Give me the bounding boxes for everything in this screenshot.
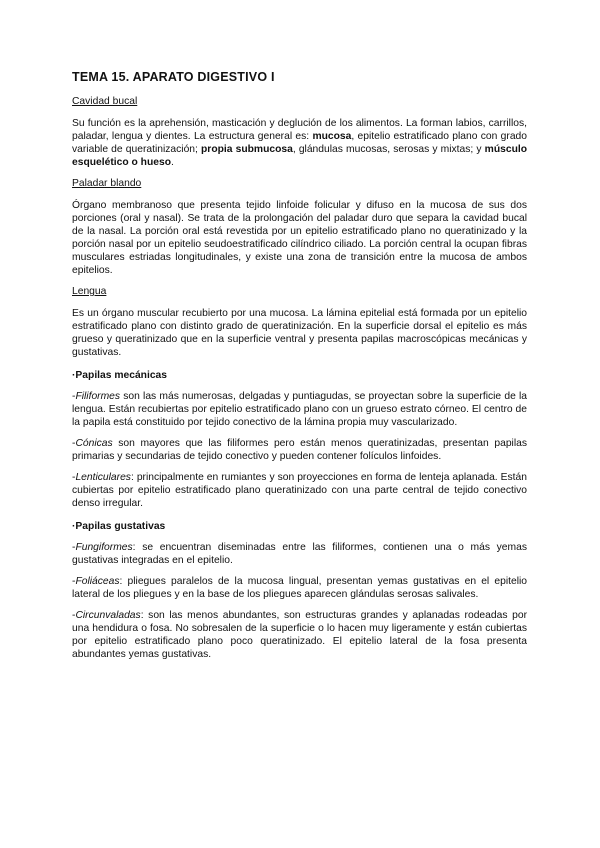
- term-filiformes: Filiformes: [75, 391, 121, 402]
- item-foliaceas: -Foliáceas: pliegues paralelos de la mucosa lingual, presentan yemas gustativas en el epitelio lateral de los pliegues y en la base de los pliegues aparecen glándulas serosas salivales.: [72, 576, 527, 600]
- term-mucosa: mucosa: [312, 131, 352, 142]
- term-propia-submucosa: propia submucosa: [201, 144, 293, 155]
- item-circunvaladas: -Circunvaladas: son las menos abundantes, son estructuras grandes y aplanadas rodeadas por una hendidura o fosa. No sobresalen de la superficie o lo hacen muy ligeramente y están cubiertas por epitelio estratificado plano poco queratinizado. El epitelio lateral de la fosa presenta abundantes yemas gustativas.: [72, 610, 527, 660]
- term-circunvaladas: Circunvaladas: [75, 610, 141, 621]
- paragraph-cavidad-bucal: Su función es la aprehensión, masticación y deglución de los alimentos. La forman labios, carrillos, paladar, lengua y dientes. La estructura general es: mucosa, epitelio estratificado plano con grado variable de queratinización; propia submucosa, glándulas mucosas, serosas y mixtas; y músculo esquelético o hueso.: [72, 118, 528, 168]
- item-conicas: -Cónicas son mayores que las filiformes pero están menos queratinizadas, presentan papilas primarias y secundarias de tejido conectivo y pueden contener folículos linfoides.: [72, 438, 527, 462]
- subheading-papilas-gustativas: ·Papilas gustativas: [72, 521, 166, 532]
- section-heading-lengua: Lengua: [72, 286, 107, 297]
- item-filiformes: -Filiformes son las más numerosas, delgadas y puntiagudas, se proyectan sobre la superficie de la lengua. Están recubiertas por epitelio estratificado plano con un grueso estrato córneo. El centro de la papila está constituido por tejido conectivo de la lámina propia muy vascularizado.: [72, 391, 527, 428]
- term-fungiformes: Fungiformes: [75, 542, 133, 553]
- subheading-papilas-mecanicas: ·Papilas mecánicas: [72, 370, 168, 381]
- page-title: TEMA 15. APARATO DIGESTIVO I: [72, 70, 275, 84]
- item-fungiformes: -Fungiformes: se encuentran diseminadas entre las filiformes, contienen una o más yemas gustativas integradas en el epitelio.: [72, 542, 527, 566]
- paragraph-paladar-blando: Órgano membranoso que presenta tejido linfoide folicular y difuso en la mucosa de sus dos porciones (oral y nasal). Se trata de la prolongación del paladar duro que separa la cavidad bucal de la nasal. La porción oral está revestida por un epitelio estratificado plano no queratinizado y la porción nasal por un epitelio seudoestratificado cilíndrico ciliado. La porción central la ocupan fibras musculares estriadas longitudinales, y existe una zona de transición entre la mucosa de ambos epitelios.: [72, 200, 527, 276]
- term-conicas: Cónicas: [75, 438, 113, 449]
- section-heading-cavidad-bucal: Cavidad bucal: [72, 96, 138, 107]
- term-musculo: músculo esquelético o hueso: [72, 144, 528, 168]
- paragraph-lengua: Es un órgano muscular recubierto por una mucosa. La lámina epitelial está formada por un epitelio estratificado plano con distinto grado de queratinización. En la superficie dorsal el epitelio es más grueso y queratinizado que en la superficie ventral y presenta papilas macroscópicas mecánicas y gustativas.: [72, 308, 527, 358]
- section-heading-paladar-blando: Paladar blando: [72, 178, 142, 189]
- item-lenticulares: -Lenticulares: principalmente en rumiantes y son proyecciones en forma de lenteja aplanada. Están cubiertas por epitelio estratificado plano queratinizado con una parte central de tejido conectivo denso irregular.: [72, 472, 527, 509]
- term-foliaceas: Foliáceas: [75, 576, 120, 587]
- document-page: [72, 70, 527, 669]
- term-lenticulares: Lenticulares: [75, 472, 131, 483]
